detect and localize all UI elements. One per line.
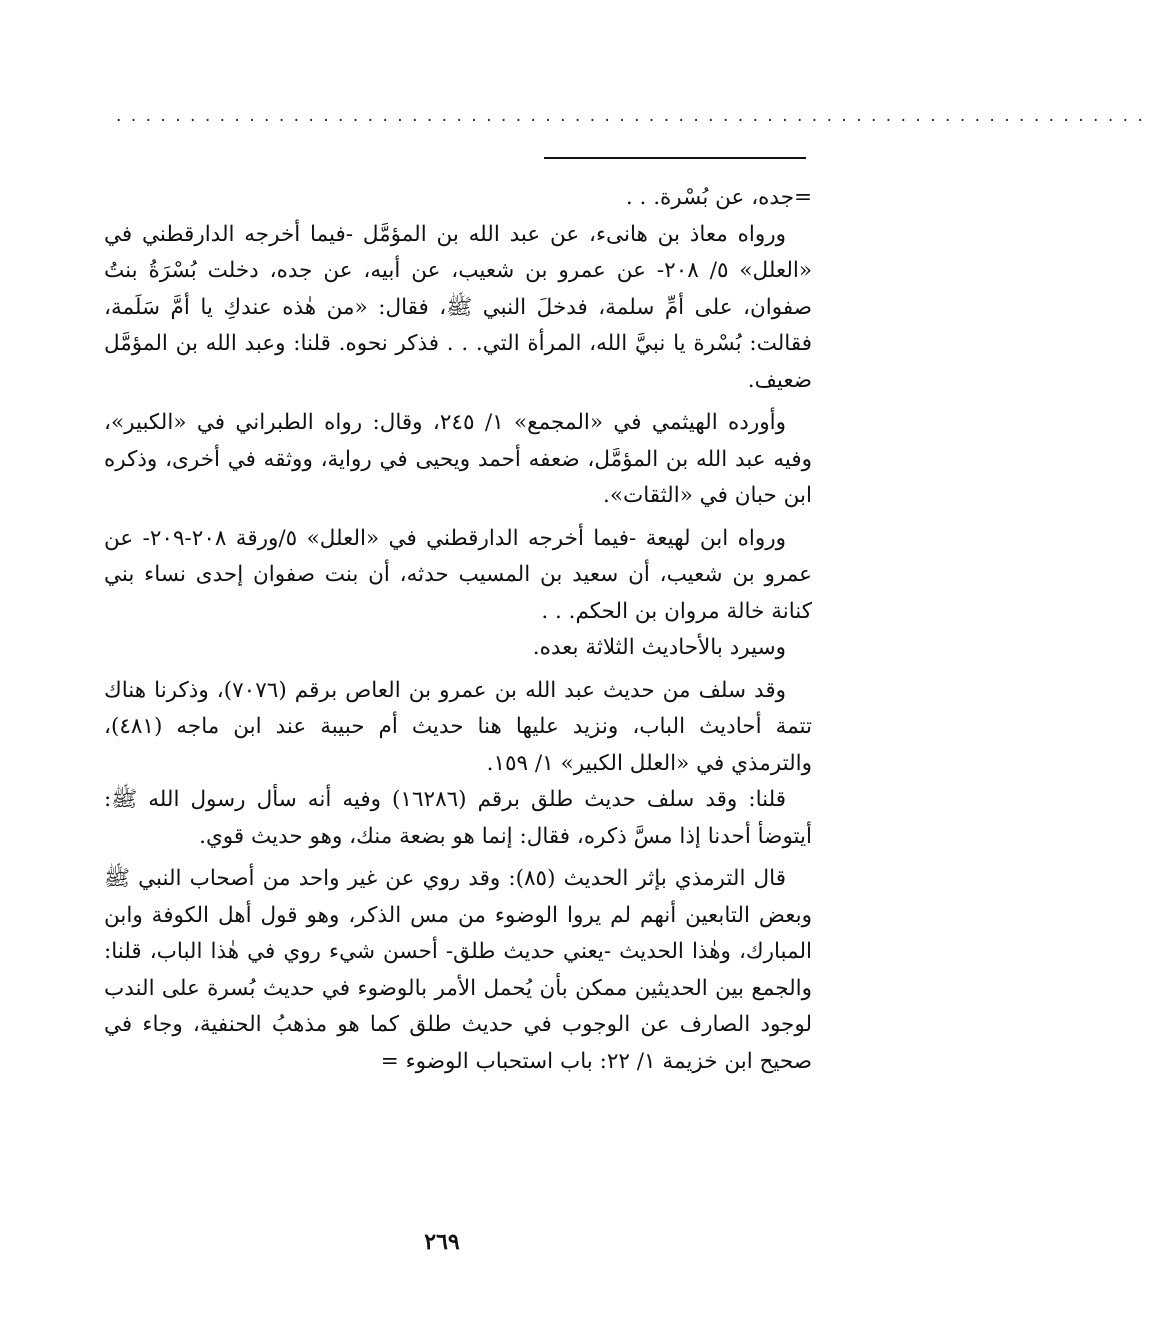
dot-leader-separator: ...................................................................... [116, 106, 1152, 126]
footnote-paragraph: وقد سلف من حديث عبد الله بن عمرو بن العاص برقم (٧٠٧٦)، وذكرنا هناك تتمة أحاديث الباب، ونزيد عليها هنا حديث أم حبيبة عند ابن ماجه (٤٨١)، والترمذي في «العلل الكبير» ١/ ١٥٩. [104, 677, 812, 776]
footnote-paragraph: قال الترمذي بإثر الحديث (٨٥): وقد روي عن غير واحد من أصحاب النبي ﷺ وبعض التابعين أنهم لم يروا الوضوء من مس الذكر، وهو قول أهل الكوفة وابن المبارك، وهٰذا الحديث -يعني حديث طلق- أحسن شيء روي في هٰذا الباب، قلنا: والجمع بين الحديثين ممكن بأن يُحمل الأمر بالوضوء في حديث بُسرة على الندب لوجود الصارف عن الوجوب في حديث طلق كما هو مذهبُ الحنفية، وجاء في صحيح ابن خزيمة ١/ ٢٢: باب استحباب الوضوء = [104, 866, 812, 1074]
footnote-paragraph-continuation: =جده، عن بُسْرة. . . [625, 185, 812, 210]
footnote-divider-rule [544, 157, 806, 159]
footnote-paragraph: ورواه ابن لهيعة -فيما أخرجه الدارقطني في «العلل» ٥/ورقة ٢٠٨-٢٠٩- عن عمرو بن شعيب، أن سعيد بن المسيب حدثه، أن بنت صفوان إحدى نساء بني كنانة خالة مروان بن الحكم. . . [104, 525, 812, 624]
footnote-paragraph: وسيرد بالأحاديث الثلاثة بعده. [532, 635, 786, 660]
footnote-paragraph: وأورده الهيثمي في «المجمع» ١/ ٢٤٥، وقال: رواه الطبراني في «الكبير»، وفيه عبد الله بن المؤمَّل، ضعفه أحمد ويحيى في رواية، ووثقه في أخرى، وذكره ابن حبان في «الثقات». [104, 410, 812, 508]
footnotes-body [104, 180, 812, 1080]
footnote-paragraph: قلنا: وقد سلف حديث طلق برقم (١٦٢٨٦) وفيه أنه سأل رسول الله ﷺ: أيتوضأ أحدنا إذا مسَّ ذكره، فقال: إنما هو بضعة منك، وهو حديث قوي. [104, 787, 812, 849]
footnote-paragraph: ورواه معاذ بن هانىء، عن عبد الله بن المؤمَّل -فيما أخرجه الدارقطني في «العلل» ٥/ ٢٠٨- عن عمرو بن شعيب، عن أبيه، عن جده، دخلت بُسْرَةُ بنتُ صفوان، على أمِّ سلمة، فدخلَ النبي ﷺ، فقال: «من هٰذه عندكِ يا أمَّ سَلَمة، فقالت: بُسْرة يا نبيَّ الله، المرأة التي. . . فذكر نحوه. قلنا: وعبد الله بن المؤمَّل ضعيف. [104, 221, 812, 393]
page-number: ٢٦٩ [424, 1229, 460, 1255]
